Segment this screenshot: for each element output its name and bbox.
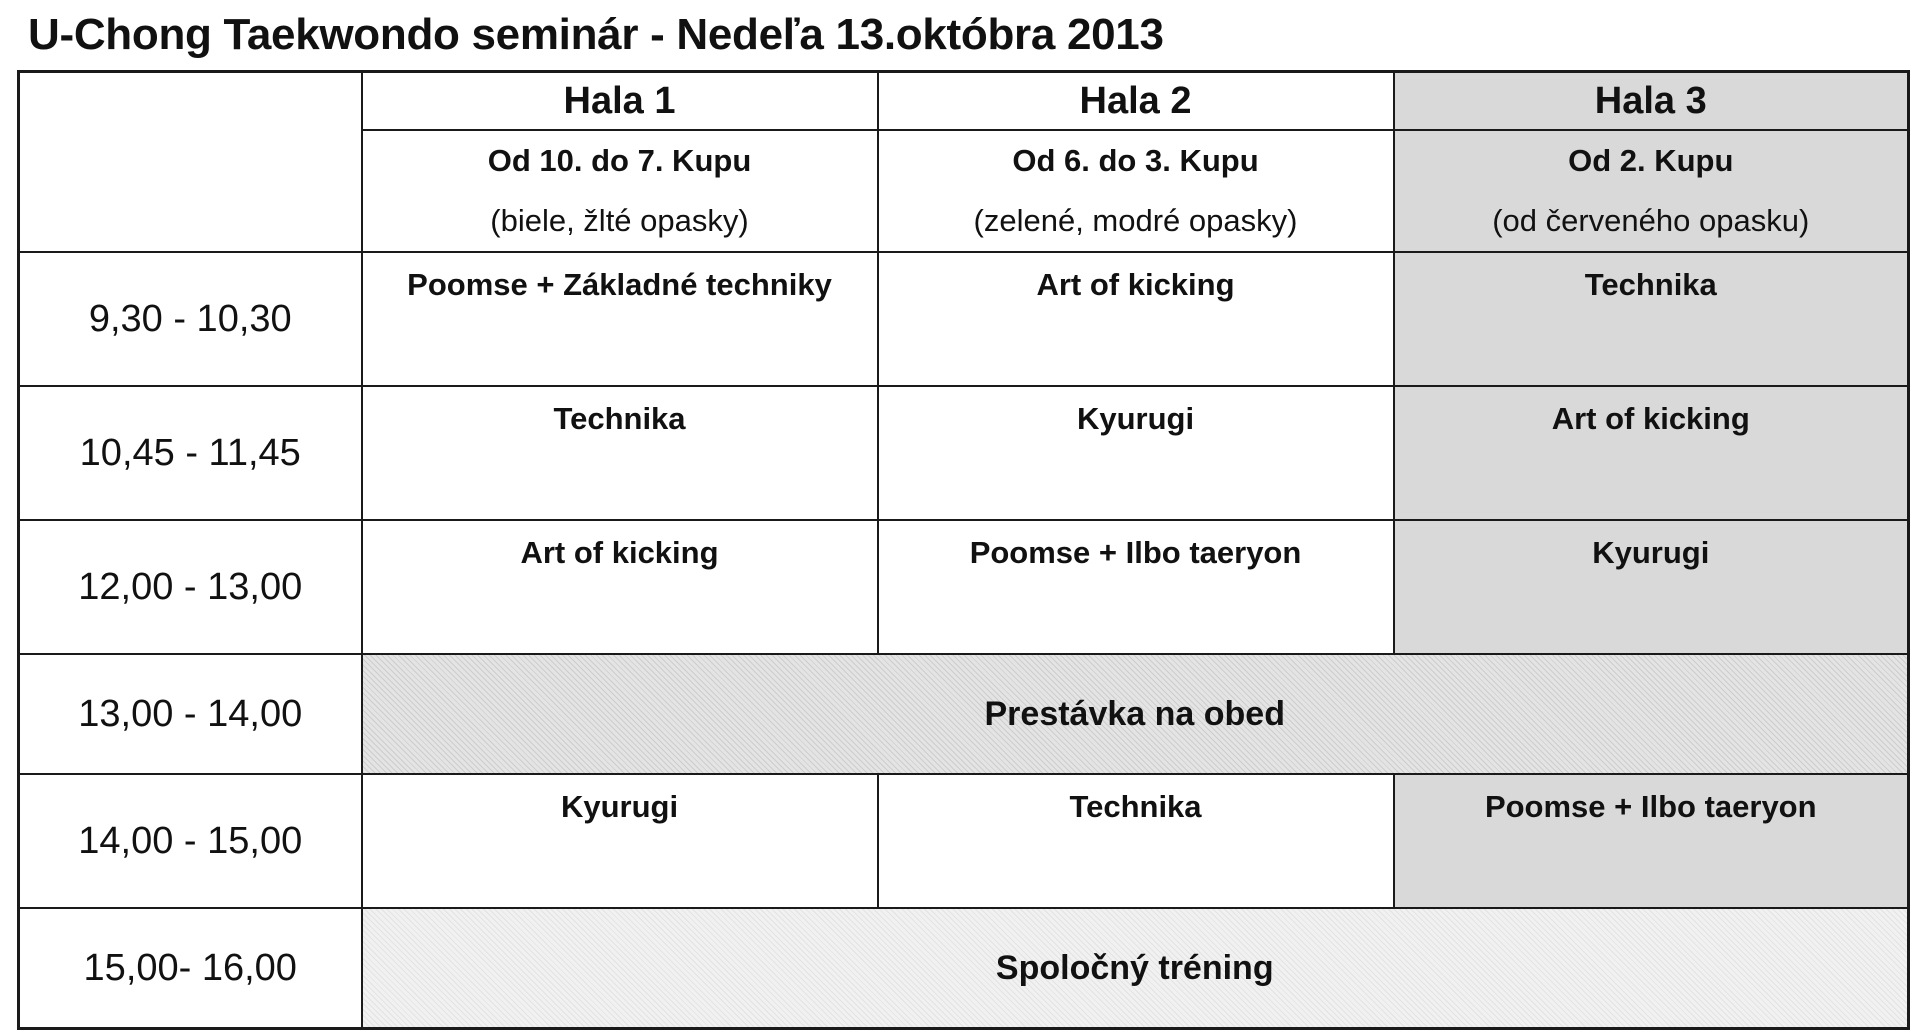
time-cell: 15,00- 16,00 (19, 908, 362, 1029)
hall-2-kup: Od 6. do 3. Kupu (1012, 143, 1259, 178)
session-cell: Art of kicking (362, 520, 878, 654)
schedule-row (19, 774, 1909, 908)
schedule-row-lunch (19, 654, 1909, 774)
hall-1-header: Hala 1 (362, 72, 878, 131)
session-cell: Kyurugi (878, 386, 1394, 520)
session-cell: Poomse + Základné techniky (362, 252, 878, 386)
schedule-row-common (19, 908, 1909, 1029)
session-cell: Technika (878, 774, 1394, 908)
time-cell: 12,00 - 13,00 (19, 520, 362, 654)
time-cell: 9,30 - 10,30 (19, 252, 362, 386)
hall-2-belts: (zelené, modré opasky) (973, 203, 1298, 238)
session-cell: Technika (362, 386, 878, 520)
schedule-row (19, 386, 1909, 520)
session-cell: Kyurugi (1394, 520, 1909, 654)
session-cell: Poomse + Ilbo taeryon (1394, 774, 1909, 908)
hall-3-header: Hala 3 (1394, 72, 1909, 131)
lunch-break-cell: Prestávka na obed (362, 654, 1909, 774)
hall-3-belts: (od červeného opasku) (1492, 203, 1810, 238)
page-title: U-Chong Taekwondo seminár - Nedeľa 13.októbra 2013 (28, 10, 1164, 59)
session-cell: Poomse + Ilbo taeryon (878, 520, 1394, 654)
hall-1-group (362, 130, 878, 252)
schedule-row (19, 520, 1909, 654)
schedule-table (17, 70, 1910, 1030)
hall-1-kup: Od 10. do 7. Kupu (487, 143, 752, 178)
corner-cell (19, 72, 362, 253)
hall-3-kup: Od 2. Kupu (1568, 143, 1734, 178)
hall-header-row (19, 72, 1909, 131)
hall-2-header: Hala 2 (878, 72, 1394, 131)
session-cell: Art of kicking (878, 252, 1394, 386)
session-cell: Kyurugi (362, 774, 878, 908)
hall-1-belts: (biele, žlté opasky) (490, 203, 749, 238)
session-cell: Technika (1394, 252, 1909, 386)
session-cell: Art of kicking (1394, 386, 1909, 520)
time-cell: 10,45 - 11,45 (19, 386, 362, 520)
hall-2-group (878, 130, 1394, 252)
time-cell: 14,00 - 15,00 (19, 774, 362, 908)
common-training-cell: Spoločný tréning (362, 908, 1909, 1029)
time-cell: 13,00 - 14,00 (19, 654, 362, 774)
hall-3-group (1394, 130, 1909, 252)
schedule-row (19, 252, 1909, 386)
